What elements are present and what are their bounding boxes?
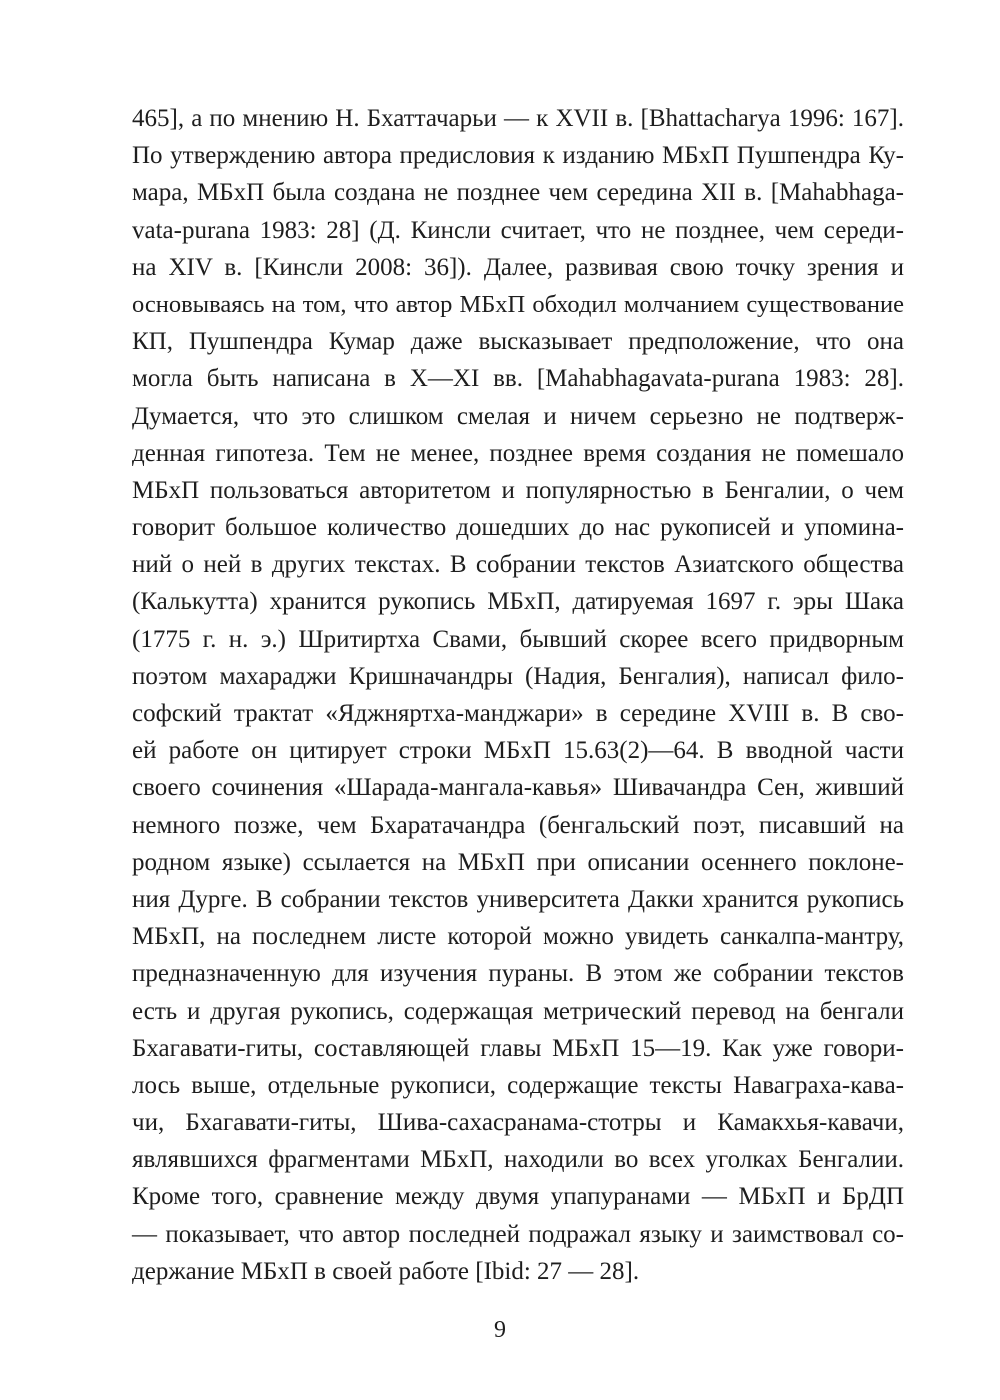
text-line: Кроме того, сравнение между двумя упапуранами — МБхП и БрДП — [132, 1183, 904, 1211]
page-number: 9 — [494, 1317, 506, 1343]
text-line: ний о ней в других текстах. В собрании текстов Азиатского общества — [132, 551, 904, 579]
text-line: поэтом махараджи Кришначандры (Надия, Бенгалия), написал фило- — [132, 662, 904, 690]
text-line: МБхП пользоваться авторитетом и популярностью в Бенгалии, о чем — [132, 476, 904, 504]
text-line: софский трактат «Яджняртха-манджари» в середине XVIII в. В сво- — [132, 700, 904, 727]
text-line: основываясь на том, что автор МБхП обходил молчанием существование — [132, 290, 904, 318]
text-line: говорит большое количество дошедших до нас рукописей и упомина- — [132, 514, 904, 542]
text-line: vata-purana 1983: 28] (Д. Кинсли считает, что не позднее, чем середи- — [132, 216, 904, 244]
text-line: (Калькутта) хранится рукопись МБхП, датируемая 1697 г. эры Шака — [132, 588, 904, 616]
text-line: КП, Пушпендра Кумар даже высказывает предположение, что она — [132, 328, 904, 356]
text-line: есть и другая рукопись, содержащая метрический перевод на бенгали — [132, 997, 904, 1025]
text-line: родном языке) ссылается на МБхП при описании осеннего поклоне- — [132, 848, 904, 876]
text-line: держание МБхП в своей работе [Ibid: 27 — 28]. — [132, 1257, 640, 1285]
text-line: (1775 г. н. э.) Шритиртха Свами, бывший скорее всего придворным — [132, 625, 904, 653]
text-line: могла быть написана в X—XI вв. [Mahabhagavata-purana 1983: 28]. — [132, 365, 904, 393]
text-line: Бхагавати-гиты, составляющей главы МБхП 15—19. Как уже говори- — [132, 1034, 904, 1062]
text-line: ей работе он цитирует строки МБхП 15.63(2)—64. В вводной части — [132, 737, 904, 765]
text-line: Думается, что это слишком смелая и ничем серьезно не подтверж- — [132, 402, 904, 430]
text-line: предназначенную для изучения пураны. В этом же собрании текстов — [132, 960, 904, 988]
text-line: ния Дурге. В собрании текстов университета Дакки хранится рукопись — [132, 885, 904, 913]
text-line: на XIV в. [Кинсли 2008: 36]). Далее, развивая свою точку зрения и — [132, 253, 904, 281]
text-line: По утверждению автора предисловия к изданию МБхП Пушпендра Ку- — [132, 142, 904, 170]
text-line: лось выше, отдельные рукописи, содержащие тексты Наваграха-кава- — [132, 1071, 904, 1099]
text-line: 465], а по мнению Н. Бхаттачарьи — к XVII в. [Bhattacharya 1996: 167]. — [132, 105, 904, 132]
text-line: денная гипотеза. Тем не менее, позднее время создания не помешало — [132, 439, 904, 467]
text-line: являвшихся фрагментами МБхП, находили во всех уголках Бенгалии. — [132, 1146, 904, 1174]
text-line: своего сочинения «Шарада-мангала-кавья» Шивачандра Сен, живший — [132, 774, 904, 802]
text-line: — показывает, что автор последней подражал языку и заимствовал со- — [132, 1220, 904, 1248]
body-text — [132, 100, 904, 1290]
text-line: МБхП, на последнем листе которой можно увидеть санкалпа-мантру, — [132, 923, 904, 951]
text-line: чи, Бхагавати-гиты, Шива-сахасранама-стотры и Камакхья-кавачи, — [132, 1109, 904, 1137]
text-line: мара, МБхП была создана не позднее чем середина XII в. [Mahabhaga- — [132, 179, 904, 207]
text-line: немного позже, чем Бхаратачандра (бенгальский поэт, писавший на — [132, 811, 904, 839]
